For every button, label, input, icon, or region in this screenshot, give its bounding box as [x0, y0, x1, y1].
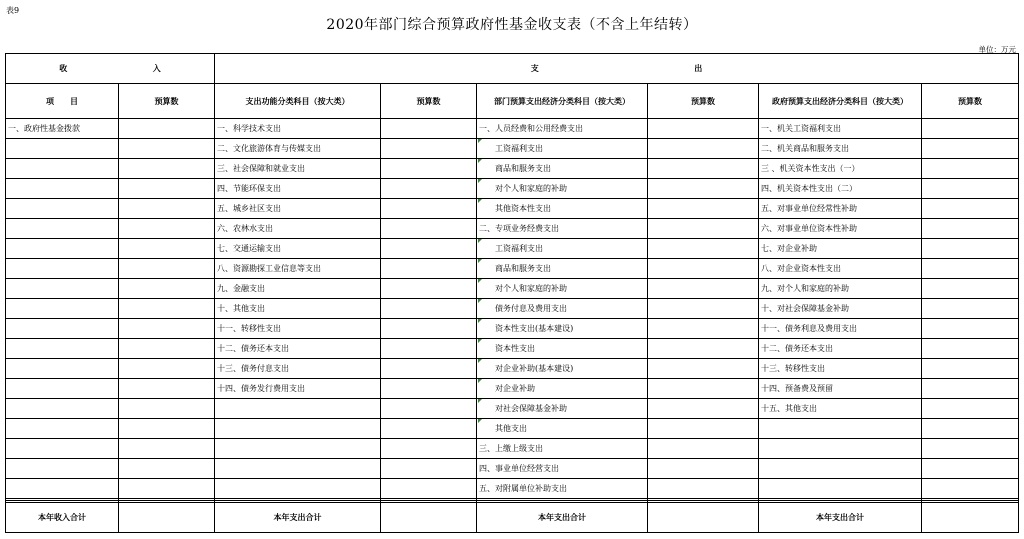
func-item-cell: 九、金融支出: [215, 279, 381, 299]
dept-econ-item-cell: 债务付息及费用支出: [477, 299, 648, 319]
income-item-cell: [6, 179, 119, 199]
income-budget-cell: [119, 359, 215, 379]
dept-econ-budget-cell: [648, 319, 759, 339]
income-item-cell: [6, 479, 119, 499]
gov-econ-budget-cell: [922, 159, 1019, 179]
gov-econ-item-cell: 七、对企业补助: [759, 239, 922, 259]
gov-econ-item-cell: 一、机关工资福利支出: [759, 119, 922, 139]
gov-econ-budget-cell: [922, 339, 1019, 359]
gov-econ-budget-cell: [922, 379, 1019, 399]
table-number: 表9: [6, 6, 20, 15]
func-total-value: [381, 502, 477, 532]
table-row: [6, 239, 1019, 259]
dept-econ-item-cell: 其他支出: [477, 419, 648, 439]
func-item-cell: [215, 479, 381, 499]
income-item-cell: [6, 399, 119, 419]
budget-table: [5, 53, 1019, 533]
dept-econ-budget-cell: [648, 359, 759, 379]
income-item-cell: [6, 339, 119, 359]
gov-econ-item-cell: 六、对事业单位资本性补助: [759, 219, 922, 239]
func-item-cell: [215, 399, 381, 419]
func-budget-cell: [381, 459, 477, 479]
table-body: [6, 119, 1019, 503]
col-header-budget-3: 预算数: [648, 84, 759, 119]
col-header-budget-1: 预算数: [119, 84, 215, 119]
dept-econ-item-cell: 资本性支出: [477, 339, 648, 359]
gov-econ-item-cell: [759, 419, 922, 439]
gov-econ-budget-cell: [922, 259, 1019, 279]
gov-econ-item-cell: 十四、预备费及预留: [759, 379, 922, 399]
func-budget-cell: [381, 299, 477, 319]
dept-econ-item-cell: 五、对附属单位补助支出: [477, 479, 648, 499]
func-item-cell: 十、其他支出: [215, 299, 381, 319]
dept-econ-budget-cell: [648, 299, 759, 319]
income-budget-cell: [119, 299, 215, 319]
col-header-func: 支出功能分类科目（按大类）: [215, 84, 381, 119]
income-budget-cell: [119, 419, 215, 439]
header-row-group: [6, 54, 1019, 84]
income-item-cell: [6, 419, 119, 439]
func-item-cell: [215, 419, 381, 439]
footer-row: [6, 502, 1019, 532]
dept-total-value: [648, 502, 759, 532]
income-item-cell: [6, 299, 119, 319]
income-budget-cell: [119, 219, 215, 239]
income-item-cell: [6, 319, 119, 339]
table-row: [6, 479, 1019, 499]
gov-econ-item-cell: 十、对社会保障基金补助: [759, 299, 922, 319]
gov-econ-budget-cell: [922, 439, 1019, 459]
dept-econ-budget-cell: [648, 279, 759, 299]
income-item-cell: [6, 219, 119, 239]
gov-econ-budget-cell: [922, 279, 1019, 299]
func-total-label: 本年支出合计: [215, 502, 381, 532]
func-item-cell: [215, 459, 381, 479]
dept-econ-item-cell: 工资福利支出: [477, 239, 648, 259]
func-budget-cell: [381, 179, 477, 199]
dept-econ-item-cell: 对企业补助: [477, 379, 648, 399]
income-budget-cell: [119, 339, 215, 359]
table-row: [6, 159, 1019, 179]
income-budget-cell: [119, 479, 215, 499]
dept-econ-budget-cell: [648, 119, 759, 139]
dept-econ-item-cell: 二、专项业务经费支出: [477, 219, 648, 239]
dept-econ-budget-cell: [648, 199, 759, 219]
table-row: [6, 359, 1019, 379]
income-budget-cell: [119, 319, 215, 339]
gov-econ-budget-cell: [922, 459, 1019, 479]
dept-econ-item-cell: 其他资本性支出: [477, 199, 648, 219]
expense-group-header: [215, 54, 1019, 84]
func-budget-cell: [381, 339, 477, 359]
income-budget-cell: [119, 259, 215, 279]
col-header-gov-econ: 政府预算支出经济分类科目（按大类）: [759, 84, 922, 119]
dept-econ-item-cell: 商品和服务支出: [477, 259, 648, 279]
income-total-label: 本年收入合计: [6, 502, 119, 532]
income-item-cell: [6, 359, 119, 379]
func-item-cell: 六、农林水支出: [215, 219, 381, 239]
table-row: [6, 459, 1019, 479]
gov-econ-item-cell: 三 、机关资本性支出（一）: [759, 159, 922, 179]
unit-label: 单位：万元: [978, 45, 1016, 54]
table-row: [6, 199, 1019, 219]
func-budget-cell: [381, 159, 477, 179]
dept-econ-item-cell: 对企业补助(基本建设): [477, 359, 648, 379]
func-budget-cell: [381, 359, 477, 379]
income-item-cell: [6, 259, 119, 279]
gov-econ-item-cell: [759, 459, 922, 479]
gov-econ-budget-cell: [922, 399, 1019, 419]
gov-econ-budget-cell: [922, 199, 1019, 219]
gov-econ-item-cell: 十三、转移性支出: [759, 359, 922, 379]
expense-char-2: 出: [694, 63, 703, 74]
gov-econ-budget-cell: [922, 479, 1019, 499]
func-item-cell: 十四、债务发行费用支出: [215, 379, 381, 399]
gov-econ-item-cell: 九、对个人和家庭的补助: [759, 279, 922, 299]
income-budget-cell: [119, 379, 215, 399]
gov-econ-item-cell: 十一、债务利息及费用支出: [759, 319, 922, 339]
table-row: [6, 139, 1019, 159]
expense-char-1: 支: [530, 63, 539, 74]
income-budget-cell: [119, 179, 215, 199]
income-budget-cell: [119, 459, 215, 479]
func-item-cell: [215, 439, 381, 459]
func-budget-cell: [381, 259, 477, 279]
income-budget-cell: [119, 119, 215, 139]
income-budget-cell: [119, 139, 215, 159]
table-row: [6, 119, 1019, 139]
income-budget-cell: [119, 439, 215, 459]
func-budget-cell: [381, 219, 477, 239]
func-item-cell: 七、交通运输支出: [215, 239, 381, 259]
dept-econ-budget-cell: [648, 179, 759, 199]
func-budget-cell: [381, 279, 477, 299]
gov-econ-budget-cell: [922, 419, 1019, 439]
income-item-cell: [6, 239, 119, 259]
income-group-header: [6, 54, 215, 84]
dept-econ-budget-cell: [648, 219, 759, 239]
gov-econ-item-cell: [759, 439, 922, 459]
dept-econ-budget-cell: [648, 419, 759, 439]
dept-econ-budget-cell: [648, 239, 759, 259]
func-item-cell: 三、社会保障和就业支出: [215, 159, 381, 179]
table-row: [6, 219, 1019, 239]
dept-econ-budget-cell: [648, 159, 759, 179]
func-item-cell: 十一、转移性支出: [215, 319, 381, 339]
gov-total-label: 本年支出合计: [759, 502, 922, 532]
income-item-cell: [6, 279, 119, 299]
func-budget-cell: [381, 239, 477, 259]
income-item-cell: 一、政府性基金拨款: [6, 119, 119, 139]
dept-econ-item-cell: 工资福利支出: [477, 139, 648, 159]
dept-econ-budget-cell: [648, 439, 759, 459]
income-item-cell: [6, 139, 119, 159]
col-header-dept-econ: 部门预算支出经济分类科目（按大类）: [477, 84, 648, 119]
func-budget-cell: [381, 119, 477, 139]
dept-econ-budget-cell: [648, 399, 759, 419]
dept-econ-item-cell: 商品和服务支出: [477, 159, 648, 179]
dept-econ-budget-cell: [648, 459, 759, 479]
table-row: [6, 399, 1019, 419]
table-row: [6, 319, 1019, 339]
dept-econ-item-cell: 四、事业单位经营支出: [477, 459, 648, 479]
table-row: [6, 419, 1019, 439]
table-row: [6, 279, 1019, 299]
func-item-cell: 四、节能环保支出: [215, 179, 381, 199]
table-row: [6, 259, 1019, 279]
gov-econ-item-cell: 十五、其他支出: [759, 399, 922, 419]
income-budget-cell: [119, 239, 215, 259]
income-budget-cell: [119, 279, 215, 299]
gov-econ-budget-cell: [922, 319, 1019, 339]
income-item-cell: [6, 439, 119, 459]
income-total-value: [119, 502, 215, 532]
dept-econ-item-cell: 资本性支出(基本建设): [477, 319, 648, 339]
func-item-cell: 八、资源勘探工业信息等支出: [215, 259, 381, 279]
table-row: [6, 339, 1019, 359]
table-row: [6, 439, 1019, 459]
table-row: [6, 179, 1019, 199]
gov-econ-item-cell: 四、机关资本性支出（二）: [759, 179, 922, 199]
gov-econ-item-cell: 二、机关商品和服务支出: [759, 139, 922, 159]
income-item-cell: [6, 459, 119, 479]
gov-econ-item-cell: 五、对事业单位经常性补助: [759, 199, 922, 219]
income-budget-cell: [119, 159, 215, 179]
func-item-cell: 十二、债务还本支出: [215, 339, 381, 359]
income-item-cell: [6, 199, 119, 219]
gov-econ-budget-cell: [922, 119, 1019, 139]
dept-econ-item-cell: 三、上缴上级支出: [477, 439, 648, 459]
gov-econ-budget-cell: [922, 139, 1019, 159]
func-item-cell: 一、科学技术支出: [215, 119, 381, 139]
dept-total-label: 本年支出合计: [477, 502, 648, 532]
table-row: [6, 299, 1019, 319]
income-char-1: 收: [59, 63, 68, 74]
func-budget-cell: [381, 479, 477, 499]
income-item-cell: [6, 159, 119, 179]
gov-econ-budget-cell: [922, 239, 1019, 259]
gov-econ-budget-cell: [922, 179, 1019, 199]
func-item-cell: 十三、债务付息支出: [215, 359, 381, 379]
func-budget-cell: [381, 419, 477, 439]
func-budget-cell: [381, 319, 477, 339]
dept-econ-item-cell: 对个人和家庭的补助: [477, 279, 648, 299]
gov-econ-budget-cell: [922, 359, 1019, 379]
page-title: 2020年部门综合预算政府性基金收支表（不含上年结转）: [326, 17, 698, 33]
dept-econ-item-cell: 对个人和家庭的补助: [477, 179, 648, 199]
gov-econ-budget-cell: [922, 299, 1019, 319]
dept-econ-item-cell: 一、人员经费和公用经费支出: [477, 119, 648, 139]
table-row: [6, 379, 1019, 399]
dept-econ-budget-cell: [648, 479, 759, 499]
dept-econ-budget-cell: [648, 339, 759, 359]
dept-econ-budget-cell: [648, 259, 759, 279]
dept-econ-budget-cell: [648, 379, 759, 399]
func-budget-cell: [381, 139, 477, 159]
gov-econ-budget-cell: [922, 219, 1019, 239]
income-char-2: 入: [152, 63, 161, 74]
func-budget-cell: [381, 199, 477, 219]
income-item-cell: [6, 379, 119, 399]
func-item-cell: 五、城乡社区支出: [215, 199, 381, 219]
gov-econ-item-cell: 十二、债务还本支出: [759, 339, 922, 359]
gov-econ-item-cell: 八、对企业资本性支出: [759, 259, 922, 279]
dept-econ-budget-cell: [648, 139, 759, 159]
gov-total-value: [922, 502, 1019, 532]
income-budget-cell: [119, 199, 215, 219]
func-budget-cell: [381, 439, 477, 459]
dept-econ-item-cell: 对社会保障基金补助: [477, 399, 648, 419]
func-item-cell: 二、文化旅游体育与传媒支出: [215, 139, 381, 159]
income-budget-cell: [119, 399, 215, 419]
col-header-budget-2: 预算数: [381, 84, 477, 119]
col-header-item: 项 目: [6, 84, 119, 119]
func-budget-cell: [381, 399, 477, 419]
func-budget-cell: [381, 379, 477, 399]
gov-econ-item-cell: [759, 479, 922, 499]
col-header-budget-4: 预算数: [922, 84, 1019, 119]
header-row-columns: [6, 84, 1019, 119]
